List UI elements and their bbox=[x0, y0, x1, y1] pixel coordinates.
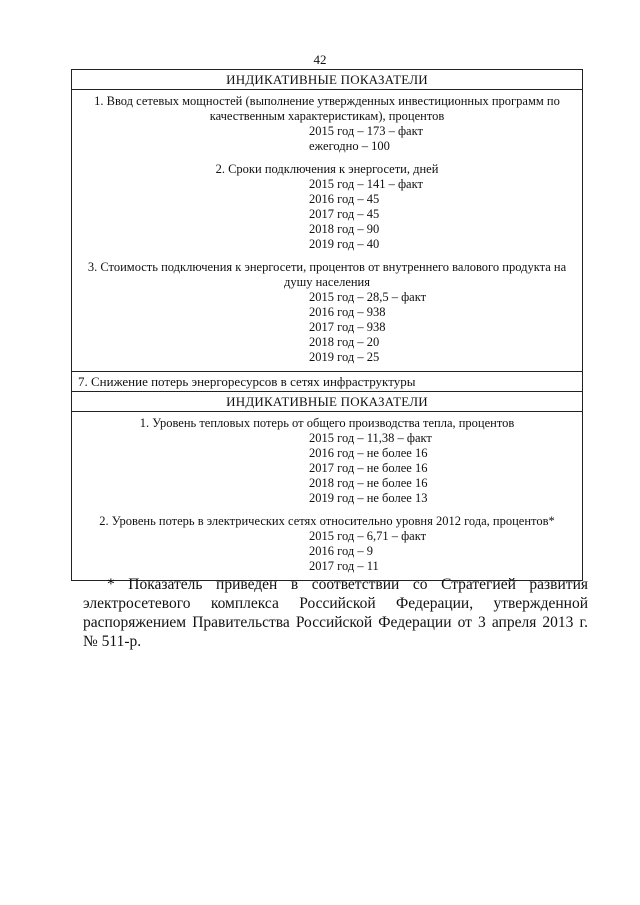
table-header: ИНДИКАТИВНЫЕ ПОКАЗАТЕЛИ bbox=[72, 70, 582, 90]
indicator-value: 2017 год – 938 bbox=[309, 320, 386, 334]
indicator-value: 2016 год – 9 bbox=[309, 544, 373, 558]
indicator-title: 1. Уровень тепловых потерь от общего производства тепла, процентов bbox=[139, 416, 515, 430]
indicators-table bbox=[71, 69, 583, 581]
page-number: 42 bbox=[313, 52, 327, 67]
indicator-values bbox=[309, 124, 423, 154]
indicator-value: 2015 год – 173 – факт bbox=[309, 124, 423, 138]
indicator-title: 1. Ввод сетевых мощностей (выполнение утвержденных инвестиционных программ по качественным характеристикам), процентов bbox=[94, 94, 560, 123]
indicator-title: 3. Стоимость подключения к энергосети, процентов от внутреннего валового продукта на душу населения bbox=[87, 260, 567, 289]
indicator-values bbox=[309, 529, 427, 574]
footnote: * Показатель приведен в соответствии со Стратегией развития электросетевого комплекса Российской Федерации, утвержденной распоряжением Правительства Российской Федерации от 3 апреля 2013 г. № 511-р. bbox=[83, 576, 588, 650]
indicator-value: 2018 год – 20 bbox=[309, 335, 380, 349]
indicators-block-2 bbox=[72, 412, 582, 580]
indicator-value: 2018 год – 90 bbox=[309, 222, 380, 236]
indicators-block-1 bbox=[72, 90, 582, 372]
indicator-value: 2018 год – не более 16 bbox=[309, 476, 428, 490]
indicator-value: 2019 год – 25 bbox=[309, 350, 380, 364]
indicator-value: 2016 год – 45 bbox=[309, 192, 380, 206]
indicator-values bbox=[309, 177, 423, 252]
indicator-value: 2015 год – 11,38 – факт bbox=[309, 431, 432, 445]
indicator-title: 2. Уровень потерь в электрических сетях относительно уровня 2012 года, процентов* bbox=[99, 514, 555, 528]
indicator-value: 2019 год – не более 13 bbox=[309, 491, 428, 505]
section-7-title: 7. Снижение потерь энергоресурсов в сетях инфраструктуры bbox=[72, 372, 582, 392]
indicator-value: 2019 год – 40 bbox=[309, 237, 380, 251]
indicator-value: 2016 год – не более 16 bbox=[309, 446, 428, 460]
indicator-value: 2015 год – 141 – факт bbox=[309, 177, 423, 191]
indicator-values bbox=[309, 290, 427, 365]
indicator-value: 2017 год – 11 bbox=[309, 559, 379, 573]
indicator-value: 2015 год – 6,71 – факт bbox=[309, 529, 427, 543]
indicator-title: 2. Сроки подключения к энергосети, дней bbox=[215, 162, 439, 176]
indicator-value: ежегодно – 100 bbox=[309, 139, 390, 153]
indicator-value: 2017 год – не более 16 bbox=[309, 461, 428, 475]
indicator-values bbox=[309, 431, 432, 506]
table-header: ИНДИКАТИВНЫЕ ПОКАЗАТЕЛИ bbox=[72, 392, 582, 412]
indicator-value: 2017 год – 45 bbox=[309, 207, 380, 221]
indicator-value: 2016 год – 938 bbox=[309, 305, 386, 319]
indicator-value: 2015 год – 28,5 – факт bbox=[309, 290, 427, 304]
